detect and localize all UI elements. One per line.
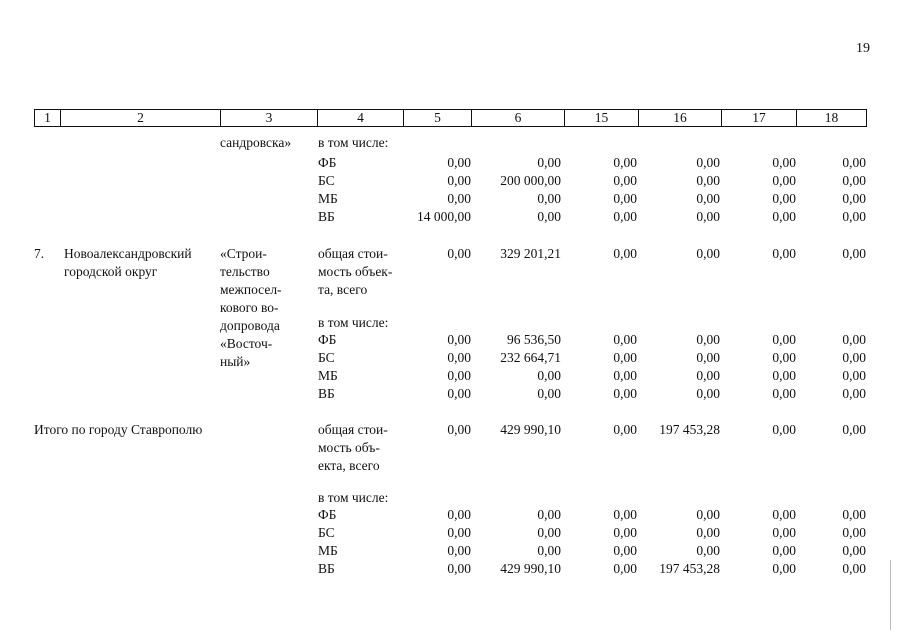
row-label: МБ <box>318 191 338 206</box>
cell-col-5: 0,00 <box>447 173 471 188</box>
cell-col-6: 232 664,71 <box>500 350 561 365</box>
object-name-line: межпосел- <box>220 282 282 297</box>
cell-col-17: 0,00 <box>772 155 796 170</box>
object-name-line: тельство <box>220 264 270 279</box>
cell-col-18: 0,00 <box>842 386 866 401</box>
header-col-5: 5 <box>403 109 472 127</box>
cell-col-16: 0,00 <box>696 525 720 540</box>
cell-col-5: 0,00 <box>447 332 471 347</box>
cell-col-6: 429 990,10 <box>500 422 561 437</box>
cell-col-15: 0,00 <box>613 209 637 224</box>
cell-col-15: 0,00 <box>613 191 637 206</box>
cell-col-17: 0,00 <box>772 350 796 365</box>
cell-col-17: 0,00 <box>772 386 796 401</box>
cell-col-16: 0,00 <box>696 368 720 383</box>
cell-col-17: 0,00 <box>772 561 796 576</box>
cell-col-6: 96 536,50 <box>507 332 561 347</box>
cell-col-16: 0,00 <box>696 332 720 347</box>
row-label: БС <box>318 173 335 188</box>
cell-col-6: 329 201,21 <box>500 246 561 261</box>
cell-col-18: 0,00 <box>842 507 866 522</box>
cell-col-15: 0,00 <box>613 422 637 437</box>
total-cost-label-line: мость объек- <box>318 264 393 279</box>
cell-col-17: 0,00 <box>772 332 796 347</box>
cell-col-5: 0,00 <box>447 525 471 540</box>
cell-col-15: 0,00 <box>613 246 637 261</box>
header-col-7: 15 <box>564 109 639 127</box>
cell-col-17: 0,00 <box>772 368 796 383</box>
total-cost-label-line: екта, всего <box>318 458 380 473</box>
cell-col-17: 0,00 <box>772 246 796 261</box>
cell-col-18: 0,00 <box>842 191 866 206</box>
cell-col-17: 0,00 <box>772 209 796 224</box>
cell-col-6: 0,00 <box>537 155 561 170</box>
municipality-line: Новоалександровский <box>64 246 192 261</box>
cell-col-17: 0,00 <box>772 543 796 558</box>
cell-col-5: 0,00 <box>447 368 471 383</box>
header-col-8: 16 <box>638 109 722 127</box>
including-label: в том числе: <box>318 135 389 150</box>
cell-col-5: 0,00 <box>447 155 471 170</box>
cell-col-16: 0,00 <box>696 543 720 558</box>
object-name-line: «Строи- <box>220 246 267 261</box>
cell-col-15: 0,00 <box>613 173 637 188</box>
cell-col-5: 0,00 <box>447 350 471 365</box>
cell-col-6: 0,00 <box>537 191 561 206</box>
cell-col-15: 0,00 <box>613 507 637 522</box>
cell-col-16: 0,00 <box>696 209 720 224</box>
row-number: 7. <box>34 246 45 261</box>
header-col-9: 17 <box>721 109 797 127</box>
cell-col-18: 0,00 <box>842 368 866 383</box>
cell-col-17: 0,00 <box>772 507 796 522</box>
cell-col-16: 0,00 <box>696 173 720 188</box>
header-col-1: 1 <box>34 109 61 127</box>
cell-col-15: 0,00 <box>613 368 637 383</box>
cell-col-6: 0,00 <box>537 209 561 224</box>
cell-col-18: 0,00 <box>842 246 866 261</box>
header-col-6: 6 <box>471 109 565 127</box>
cell-col-16: 0,00 <box>696 155 720 170</box>
total-label: Итого по городу Ставрополю <box>34 422 203 437</box>
cell-col-17: 0,00 <box>772 422 796 437</box>
cell-col-16: 0,00 <box>696 246 720 261</box>
row-label: БС <box>318 525 335 540</box>
object-name-continuation: сандровска» <box>220 135 292 150</box>
cell-col-15: 0,00 <box>613 561 637 576</box>
total-cost-label-line: мость объ- <box>318 440 380 455</box>
cell-col-15: 0,00 <box>613 155 637 170</box>
object-name-line: «Восточ- <box>220 336 273 351</box>
cell-col-16: 0,00 <box>696 507 720 522</box>
header-col-4: 4 <box>317 109 404 127</box>
cell-col-18: 0,00 <box>842 525 866 540</box>
including-label: в том числе: <box>318 315 389 330</box>
cell-col-5: 0,00 <box>447 422 471 437</box>
cell-col-17: 0,00 <box>772 191 796 206</box>
cell-col-18: 0,00 <box>842 561 866 576</box>
cell-col-6: 0,00 <box>537 525 561 540</box>
cell-col-6: 0,00 <box>537 543 561 558</box>
row-label: МБ <box>318 543 338 558</box>
cell-col-5: 0,00 <box>447 507 471 522</box>
cell-col-6: 0,00 <box>537 386 561 401</box>
cell-col-15: 0,00 <box>613 350 637 365</box>
cell-col-18: 0,00 <box>842 332 866 347</box>
cell-col-6: 0,00 <box>537 507 561 522</box>
object-name-line: ный» <box>220 354 251 369</box>
cell-col-6: 0,00 <box>537 368 561 383</box>
cell-col-17: 0,00 <box>772 525 796 540</box>
cell-col-5: 0,00 <box>447 246 471 261</box>
cell-col-15: 0,00 <box>613 543 637 558</box>
total-cost-label-line: общая стои- <box>318 422 388 437</box>
page-number: 19 <box>856 41 870 56</box>
cell-col-15: 0,00 <box>613 386 637 401</box>
cell-col-18: 0,00 <box>842 422 866 437</box>
cell-col-6: 429 990,10 <box>500 561 561 576</box>
row-label: ВБ <box>318 209 335 224</box>
cell-col-16: 0,00 <box>696 350 720 365</box>
cell-col-18: 0,00 <box>842 209 866 224</box>
object-name-line: кового во- <box>220 300 279 315</box>
header-col-2: 2 <box>60 109 221 127</box>
municipality-line: городской округ <box>64 264 158 279</box>
cell-col-5: 0,00 <box>447 561 471 576</box>
cell-col-5: 0,00 <box>447 386 471 401</box>
including-label: в том числе: <box>318 490 389 505</box>
cell-col-16: 0,00 <box>696 386 720 401</box>
cell-col-16: 197 453,28 <box>659 422 720 437</box>
total-cost-label-line: общая стои- <box>318 246 388 261</box>
cell-col-18: 0,00 <box>842 543 866 558</box>
row-label: БС <box>318 350 335 365</box>
cell-col-18: 0,00 <box>842 155 866 170</box>
row-label: ФБ <box>318 155 337 170</box>
cell-col-6: 200 000,00 <box>500 173 561 188</box>
total-cost-label-line: та, всего <box>318 282 368 297</box>
cell-col-15: 0,00 <box>613 332 637 347</box>
cell-col-16: 197 453,28 <box>659 561 720 576</box>
header-col-10: 18 <box>796 109 867 127</box>
row-label: ВБ <box>318 386 335 401</box>
page-edge-line <box>890 560 891 630</box>
cell-col-15: 0,00 <box>613 525 637 540</box>
cell-col-5: 0,00 <box>447 191 471 206</box>
object-name-line: допровода <box>220 318 280 333</box>
header-col-3: 3 <box>220 109 318 127</box>
row-label: ФБ <box>318 507 337 522</box>
row-label: МБ <box>318 368 338 383</box>
row-label: ФБ <box>318 332 337 347</box>
cell-col-5: 0,00 <box>447 543 471 558</box>
cell-col-17: 0,00 <box>772 173 796 188</box>
cell-col-16: 0,00 <box>696 191 720 206</box>
cell-col-18: 0,00 <box>842 350 866 365</box>
cell-col-5: 14 000,00 <box>417 209 471 224</box>
row-label: ВБ <box>318 561 335 576</box>
cell-col-18: 0,00 <box>842 173 866 188</box>
